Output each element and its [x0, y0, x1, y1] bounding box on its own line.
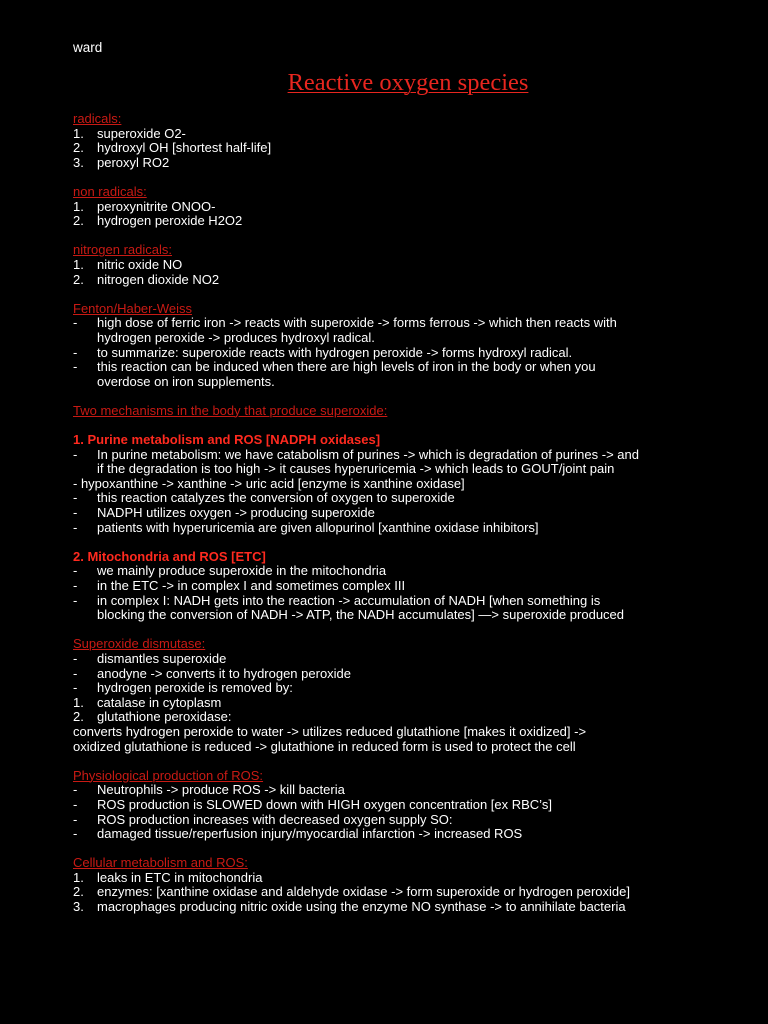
author-name: ward — [73, 40, 103, 55]
section-cellular-metabolism — [73, 856, 713, 914]
list-item: - In purine metabolism: we have catabolism of purines -> which is degradation of purines -> and if the degradation is too high -> it causes hyperuricemia -> which leads to GOUT/joint pain — [73, 446, 639, 477]
section-heading: radicals: — [73, 111, 122, 126]
list-item: 1. catalase in cytoplasm — [73, 694, 222, 710]
list-item: 1. leaks in ETC in mitochondria — [73, 869, 263, 885]
list-item: - we mainly produce superoxide in the mitochondria — [73, 563, 387, 579]
list-item: - this reaction catalyzes the conversion of oxygen to superoxide — [73, 490, 455, 506]
section-heading: 2. Mitochondria and ROS [ETC] — [73, 548, 266, 564]
list-item: 2. enzymes: [xanthine oxidase and aldehyde oxidase -> form superoxide or hydrogen peroxide] — [73, 884, 630, 900]
section-radicals — [73, 112, 713, 170]
plain-line: converts hydrogen peroxide to water -> utilizes reduced glutathione [makes it oxidized] -> — [73, 723, 587, 739]
list-item: - ROS production is SLOWED down with HIGH oxygen concentration [ex RBC’s] — [73, 796, 552, 812]
list-item: - damaged tissue/reperfusion injury/myocardial infarction -> increased ROS — [73, 826, 523, 842]
list-item: 2. hydroxyl OH [shortest half-life] — [73, 140, 272, 156]
section-heading: Two mechanisms in the body that produce superoxide: — [73, 402, 388, 418]
plain-line: - hypoxanthine -> xanthine -> uric acid [enzyme is xanthine oxidase] — [73, 475, 465, 491]
list-item: - patients with hyperuricemia are given allopurinol [xanthine oxidase inhibitors] — [73, 519, 539, 535]
list-item: - to summarize: superoxide reacts with hydrogen peroxide -> forms hydroxyl radical. — [73, 344, 573, 360]
list-item: - Neutrophils -> produce ROS -> kill bacteria — [73, 782, 345, 798]
list-item: 3. peroxyl RO2 — [73, 154, 170, 170]
list-item: 1. nitric oxide NO — [73, 256, 183, 272]
section-fenton-haber-weiss — [73, 302, 713, 390]
page-title: Reactive oxygen species — [287, 69, 529, 96]
section-non-radicals — [73, 185, 713, 229]
section-nitrogen-radicals — [73, 243, 713, 287]
list-item: 1. peroxynitrite ONOO- — [73, 198, 216, 214]
list-item: - hydrogen peroxide is removed by: — [73, 680, 293, 696]
section-heading: non radicals: — [73, 183, 147, 199]
list-item: 2. nitrogen dioxide NO2 — [73, 271, 220, 287]
list-item: - ROS production increases with decreased oxygen supply SO: — [73, 811, 453, 827]
plain-line: oxidized glutathione is reduced -> glutathione in reduced form is used to protect the cell — [73, 738, 576, 754]
section-heading: 1. Purine metabolism and ROS [NADPH oxidases] — [73, 432, 381, 448]
list-item: - anodyne -> converts it to hydrogen peroxide — [73, 665, 352, 681]
list-item: 2. glutathione peroxidase: — [73, 709, 232, 725]
list-item: 3. macrophages producing nitric oxide using the enzyme NO synthase -> to annihilate bacteria — [73, 899, 626, 915]
list-item: - high dose of ferric iron -> reacts with superoxide -> forms ferrous -> which then reacts with hydrogen peroxide -> produces hydroxyl radical. — [73, 315, 617, 345]
list-item: 1. superoxide O2- — [73, 125, 186, 141]
list-item: - in complex I: NADH gets into the reaction -> accumulation of NADH [when something is blocking the conversion of NADH -> ATP, the NADH accumulates] —> superoxide produced — [73, 592, 625, 623]
section-heading: Superoxide dismutase: — [73, 636, 206, 652]
list-item: - this reaction can be induced when there are high levels of iron in the body or when you overdose on iron supplements. — [73, 359, 596, 389]
section-physiological-production — [73, 769, 713, 842]
section-superoxide-dismutase — [73, 637, 713, 754]
section-heading: nitrogen radicals: — [73, 242, 172, 258]
section-heading: Cellular metabolism and ROS: — [73, 855, 248, 871]
list-item: 2. hydrogen peroxide H2O2 — [73, 213, 243, 229]
document-page — [73, 41, 713, 929]
section-mitochondria — [73, 550, 713, 623]
list-item: - in the ETC -> in complex I and sometimes complex III — [73, 578, 406, 593]
section-heading: Physiological production of ROS: — [73, 767, 264, 783]
list-item: - NADPH utilizes oxygen -> producing superoxide — [73, 505, 375, 521]
list-item: - dismantles superoxide — [73, 650, 227, 666]
section-two-mechanisms — [73, 404, 713, 419]
section-heading: Fenton/Haber-Weiss — [73, 300, 192, 316]
section-purine-metabolism — [73, 433, 713, 535]
